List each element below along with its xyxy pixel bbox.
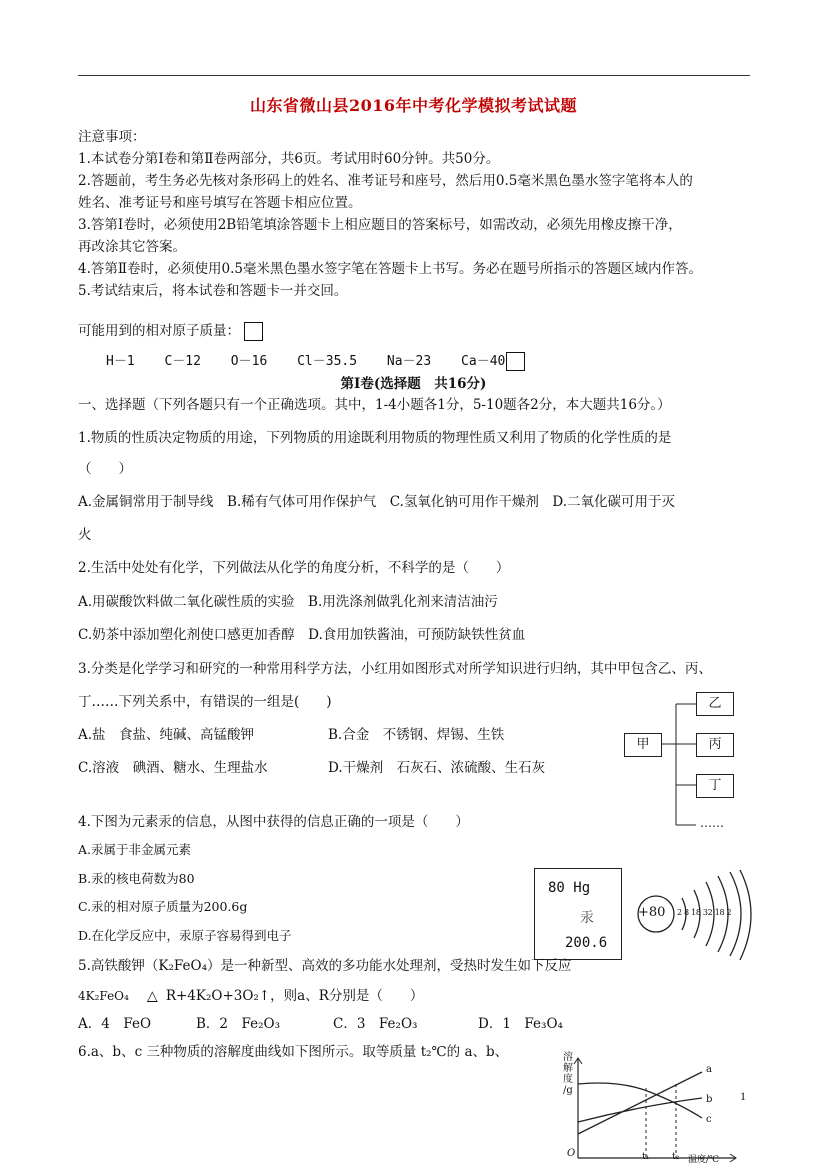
atomic-mass-values	[106, 350, 525, 371]
page-title: 山东省微山县2016年中考化学模拟考试试题	[249, 96, 578, 115]
q5-option-c: C．3 Fe₂O₃	[333, 1016, 418, 1032]
atomic-mass-item: Ca－40	[461, 354, 506, 369]
note-line: 姓名、准考证号和座号填写在答题卡相应位置。	[78, 195, 362, 211]
note-line: 5.考试结束后，将本试卷和答题卡一并交回。	[78, 283, 348, 299]
graph-ylabel	[563, 1052, 577, 1096]
atomic-mass-label	[78, 319, 263, 341]
graph-ylabel-char: /g	[563, 1085, 573, 1096]
diagram-child-box: 丙	[696, 733, 734, 757]
graph-ylabel-char: 溶	[563, 1052, 573, 1063]
q3-option-c: C.溶液 碘酒、糖水、生理盐水	[78, 760, 268, 776]
q5-reactant: 4K₂FeO₄	[78, 989, 129, 1003]
element-name: 汞	[580, 910, 594, 926]
atomic-mass-item: Na－23	[386, 354, 432, 369]
q1-options: A.金属铜常用于制导线 B.稀有气体可用作保护气 C.氢氧化钠可用作干燥剂 D.二氧化碳可用于灭	[78, 494, 676, 510]
q4-option-d: D.在化学反应中，汞原子容易得到电子	[78, 928, 292, 943]
diagram-child-box: 乙	[696, 692, 734, 716]
q1-paren: （ ）	[78, 461, 132, 477]
q2-stem: 2.生活中处处有化学，下列做法从化学的角度分析，不科学的是（ ）	[78, 560, 510, 576]
curve-label-b: b	[706, 1094, 713, 1105]
graph-t1: t₁	[642, 1152, 650, 1162]
q4-option-b: B.汞的核电荷数为80	[78, 871, 195, 886]
q2-options-ab: A.用碳酸饮料做二氧化碳性质的实验 B.用洗涤剂做乳化剂来清洁油污	[78, 594, 498, 610]
q6-stem: 6.a、b、c 三种物质的溶解度曲线如下图所示。取等质量 t₂℃的 a、b、	[78, 1044, 509, 1060]
graph-ylabel-char: 解	[563, 1063, 573, 1074]
q1-options-wrap: 火	[78, 527, 92, 543]
blank-box	[244, 322, 263, 341]
q3-stem: 3.分类是化学学习和研究的一种常用科学方法，小红用如图形式对所学知识进行归纳，其中甲包含乙、丙、	[78, 661, 712, 677]
q4-option-c: C.汞的相对原子质量为200.6g	[78, 899, 248, 914]
q3-option-a: A.盐 食盐、纯碱、高锰酸钾	[78, 727, 255, 743]
note-line: 1.本试卷分第Ⅰ卷和第Ⅱ卷两部分，共6页。考试用时60分钟。共50分。	[78, 151, 500, 167]
section-intro: 一、选择题（下列各题只有一个正确选项。其中，1-4小题各1分，5-10题各2分，本大题共16分。）	[78, 397, 671, 413]
graph-origin: O	[567, 1148, 576, 1159]
diagram-more: ……	[700, 816, 724, 830]
q5-option-a: A．4 FeO	[78, 1016, 152, 1032]
q4-option-a: A.汞属于非金属元素	[78, 842, 192, 857]
diagram-child-box: 丁	[696, 774, 734, 798]
section-heading: 第Ⅰ卷(选择题 共16分)	[340, 376, 487, 392]
atom-shells: 2 8 18 32 18 2	[677, 908, 732, 917]
atomic-mass-item: O－16	[230, 354, 268, 369]
heat-symbol: △	[147, 988, 158, 1004]
note-line: 3.答第Ⅰ卷时，必须使用2B铅笔填涂答题卡上相应题目的答案标号，如需改动，必须先用橡皮擦干净，	[78, 217, 682, 233]
note-line: 4.答第Ⅱ卷时，必须使用0.5毫米黑色墨水签字笔在答题卡上书写。务必在题号所指示的答题区域内作答。	[78, 261, 703, 277]
q3-option-b: B.合金 不锈钢、焊锡、生铁	[328, 727, 505, 743]
atomic-mass-item: H－1	[106, 354, 135, 369]
graph-xlabel: 温度/℃	[688, 1155, 720, 1165]
q5-product: R+4K₂O+3O₂↑，则a、R分别是（ ）	[165, 988, 424, 1004]
graph-ylabel-char: 度	[563, 1074, 573, 1085]
q1-stem: 1.物质的性质决定物质的用途，下列物质的用途既利用物质的物理性质又利用了物质的化学性质的是	[78, 430, 672, 446]
curve-label-c: c	[706, 1114, 712, 1125]
q5-stem: 5.高铁酸钾（K₂FeO₄）是一种新型、高效的多功能水处理剂，受热时发生如下反应	[78, 958, 572, 974]
atomic-mass-item: Cl－35.5	[297, 354, 358, 369]
curve-a	[578, 1072, 702, 1134]
atom-nucleus: +80	[638, 905, 666, 920]
curve-b	[578, 1098, 702, 1122]
atomic-mass-label-text: 可能用到的相对原子质量：	[78, 323, 240, 339]
q5-equation	[78, 984, 423, 1004]
blank-box	[506, 352, 525, 371]
q2-options-cd: C.奶茶中添加塑化剂使口感更加香醇 D.食用加铁酱油，可预防缺铁性贫血	[78, 627, 526, 643]
header-rule	[78, 75, 750, 76]
q3-option-d: D.干燥剂 石灰石、浓硫酸、生石灰	[328, 760, 546, 776]
solubility-graph	[560, 1052, 750, 1168]
diagram-root-box: 甲	[624, 733, 662, 757]
q5-option-b: B．2 Fe₂O₃	[196, 1016, 281, 1032]
element-number-symbol: 80 Hg	[548, 880, 591, 896]
q4-stem: 4.下图为元素汞的信息，从图中获得的信息正确的一项是（ ）	[78, 814, 469, 830]
page-number: 1	[740, 1089, 746, 1103]
curve-label-a: a	[706, 1064, 712, 1075]
q3-stem-cont: 丁……下列关系中，有错误的一组是( )	[78, 694, 332, 710]
notes-heading: 注意事项：	[78, 129, 146, 145]
atomic-mass-item: C－12	[164, 354, 201, 369]
note-line: 2.答题前，考生务必先核对条形码上的姓名、准考证号和座号，然后用0.5毫米黑色墨水签字笔将本人的	[78, 173, 693, 189]
element-mass: 200.6	[565, 935, 608, 951]
note-line: 再改涂其它答案。	[78, 239, 186, 255]
q5-option-d: D．1 Fe₃O₄	[478, 1016, 563, 1032]
graph-t2: t₂	[672, 1152, 680, 1162]
